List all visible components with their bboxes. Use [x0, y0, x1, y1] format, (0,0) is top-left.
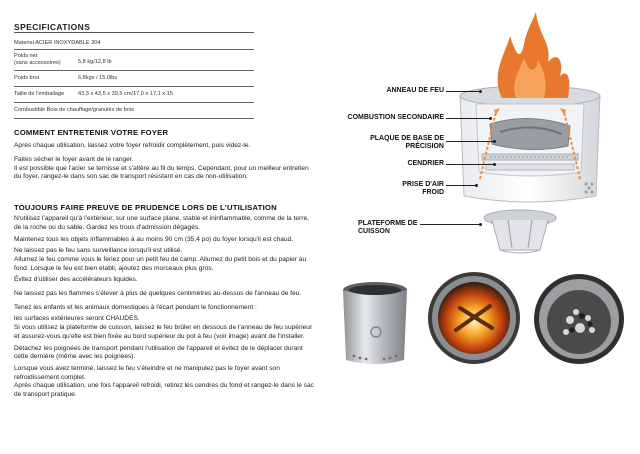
safety-line: Si vous utilisez la plateforme de cuisson, laissez le feu brûler en dessous de l'anneau de feu supérieur et assurez-vous qu'elle est bien fixée au bord supérieur du pot à feu (voir image) avant de l'installer. [14, 324, 313, 340]
spec-title-rule [14, 32, 254, 33]
label-fire-ring: ANNEAU DE FEU [386, 87, 444, 94]
safety-line: N'utilisez l'appareil qu'à l'extérieur, sur une surface plane, stable et ininflammable, comme de la terre, de la roche ou du sable. Gardez les trous d'admission dégagés. [14, 215, 309, 231]
safety-line: Tenez les enfants et les animaux domestiques à l'écart pendant le fonctionnement : [14, 303, 257, 311]
safety-line: Ne laissez pas les flammes s'élever à plus de quelques centimètres au-dessus de l'anneau de feu. [14, 290, 302, 298]
care-paragraph: Faites sécher le foyer avant de le ranger. [14, 155, 134, 163]
spec-combustible: Combustible Bois de chauffage/granulés de bois [14, 106, 134, 113]
safety-line: Ne laissez pas le feu sans surveillance lorsqu'il est utilisé. [14, 247, 183, 255]
safety-heading: TOUJOURS FAIRE PREUVE DE PRUDENCE LORS DE L'UTILISATION [14, 203, 277, 212]
cooking-platform-image [478, 208, 562, 256]
spec-material: Material ACIER INOXYDABLE 304 [14, 40, 101, 46]
safety-line: Évitez d'utiliser des accélérateurs liquides. [14, 276, 138, 284]
safety-line: Lorsque vous avez terminé, laissez le feu s'éteindre et ne manipulez pas le foyer avant son refroidissement complet. [14, 365, 280, 381]
care-heading: COMMENT ENTRETENIR VOTRE FOYER [14, 128, 169, 137]
leader-dot [479, 223, 482, 226]
leader-line [446, 118, 490, 119]
label-cold-air-intake: PRISE D'AIR FROID [402, 181, 444, 197]
leader-line [446, 91, 480, 92]
leader-line [420, 224, 480, 225]
safety-line: Après chaque utilisation, une fois l'appareil refroidi, retirez les cendres du fond et rangez-le dans le sac de transport pratique. [14, 382, 314, 399]
safety-line: Maintenez tous les objets inflammables à au moins 90 cm (35,4 po) du foyer lorsqu'il est chaud. [14, 235, 294, 243]
safety-section [14, 203, 314, 400]
safety-line: Allumez le feu comme vous le feriez pour un petit feu de camp. Allumez du petit bois et du papier au fond. Lorsque le feu est bien établi, ajoutez des morceaux plus gros. [14, 255, 307, 272]
label-secondary-combustion: COMBUSTION SECONDAIRE [347, 114, 444, 121]
spec-table [14, 38, 254, 119]
spec-value: 6,8kgs / 15.0lbs [78, 74, 118, 81]
safety-line: Détachez les poignées de transport pendant l'utilisation de l'appareil et évitez de le déplacer durant cette dernière (même avec les poignées). [14, 344, 303, 361]
safety-line: les surfaces extérieures seront CHAUDES. [14, 315, 140, 323]
spec-label: Taille de l'emballage [14, 90, 65, 97]
spec-row-combustible [14, 103, 254, 119]
firepit-cutaway-diagram [440, 4, 640, 214]
care-section [14, 128, 314, 182]
spec-label: Poids net (sans accessoires) [14, 52, 61, 66]
label-cooking-platform: PLATEFORME DE CUISSON [358, 220, 418, 236]
leader-dot [493, 140, 496, 143]
spec-row-weight-gross [14, 71, 254, 87]
firepit-photo [334, 278, 416, 370]
leader-dot [493, 163, 496, 166]
care-paragraph: Après chaque utilisation, laissez votre foyer refroidir complètement, puis videz-le. [14, 142, 251, 150]
spec-row-package [14, 87, 254, 103]
fire-burning-photo [426, 270, 522, 366]
leader-line [446, 164, 494, 165]
leader-dot [479, 90, 482, 93]
spec-value: 43,3 x 43,5 x 39,5 cm/17,0 x 17,1 x 15 [78, 90, 173, 97]
leader-line [446, 185, 476, 186]
leader-dot [489, 117, 492, 120]
label-ash-tray: CENDRIER [407, 160, 444, 167]
leader-dot [475, 184, 478, 187]
care-paragraph: Il est possible que l'acier se ternisse et s'altère au fil du temps. Cependant, pour un meilleur entretien du foyer, rangez-le dans son sac de transport résistant en cas de non-utilisation. [14, 164, 309, 181]
spec-label: Poids brut [14, 74, 40, 81]
ash-residue-photo [532, 272, 626, 366]
spec-row-material [14, 38, 254, 50]
spec-row-weight-net [14, 50, 254, 71]
spec-value: 5,8 kg/12,8 lb [78, 58, 112, 65]
label-base-plate: PLAQUE DE BASE DE PRÉCISION [370, 135, 444, 151]
spec-title: SPECIFICATIONS [14, 22, 91, 32]
leader-line [446, 141, 494, 142]
